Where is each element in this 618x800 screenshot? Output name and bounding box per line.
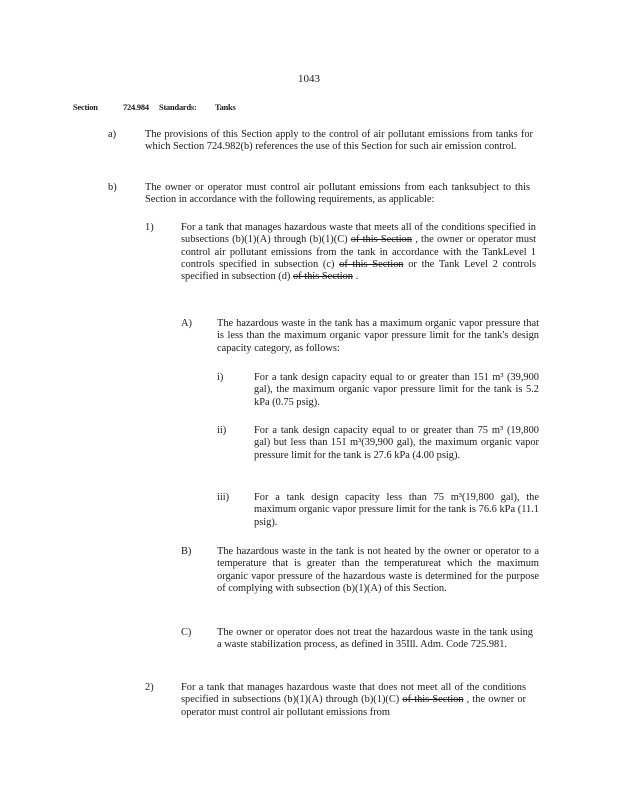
- para-C-text: The owner or operator does not treat the hazardous waste in the tank using a waste stabilization process, as defined in 35Ill. Adm. Code 725.981.: [217, 627, 533, 651]
- para-b1-text-2: , the owner or operator must control air pollutant emissions from the tank in accordance with the TankLevel 1 controls specified in subsection (c): [181, 234, 537, 270]
- para-i-text: For a tank design capacity equal to or greater than 151 m³ (39,900 gal), the maximum organic vapor pressure limit for the tank is 5.2 kPa (0.75 psig).: [254, 372, 539, 408]
- para-b1-label: 1): [145, 222, 154, 233]
- para-ii-label: ii): [217, 425, 227, 436]
- para-b1-strike-1: of this Section: [350, 234, 413, 246]
- para-B-text: The hazardous waste in the tank is not heated by the owner or operator to a temperature that is greater than the temperatureat which the maximum organic vapor pressure of the hazardous waste is determined for the purpose of complying with subsection (b)(1)(A) of this Section.: [217, 546, 539, 594]
- para-A-text: The hazardous waste in the tank has a maximum organic vapor pressure that is less than the maximum organic vapor pressure limit for the tank's design capacity category, as follows:: [217, 318, 539, 354]
- heading-section-label: Section: [73, 103, 98, 112]
- para-b2-strike-1: of this Section: [402, 694, 464, 706]
- heading-standards: Standards:: [159, 103, 197, 112]
- para-i-label: i): [217, 372, 224, 383]
- heading-topic: Tanks: [215, 103, 236, 112]
- para-ii-text: For a tank design capacity equal to or greater than 75 m³ (19,800 gal) but less than 151 m³(39,900 gal), the maximum organic vapor pressure limit for the tank is 27.6 kPa (4.00 psig).: [254, 425, 539, 461]
- para-b1-strike-3: of this Section: [292, 271, 353, 283]
- para-C-label: C): [181, 627, 192, 638]
- para-A-label: A): [181, 318, 192, 329]
- para-b2-text: [181, 682, 526, 719]
- para-b1-text: [181, 222, 536, 283]
- page-number: 1043: [298, 73, 320, 85]
- para-b2-label: 2): [145, 682, 154, 693]
- para-b1-text-1: For a tank that manages hazardous waste that meets all of the conditions specified in subsections (b)(1)(A) through (b)(1)(C): [181, 222, 536, 246]
- para-iii-text: For a tank design capacity less than 75 m³(19,800 gal), the maximum organic vapor pressure limit for the tank is 76.6 kPa (11.1 psig).: [254, 492, 539, 528]
- para-b-label: b): [108, 182, 117, 193]
- para-a-label: a): [108, 129, 117, 140]
- para-b-text: The owner or operator must control air pollutant emissions from each tanksubject to this Section in accordance with the following requirements, as applicable:: [145, 182, 530, 206]
- para-b1-text-3: or the Tank Level 2 controls specified in subsection (d): [181, 258, 536, 283]
- heading-section-number: 724.984: [123, 103, 149, 112]
- para-b2-text-1: For a tank that manages hazardous waste that does not meet all of the conditions specified in subsections (b)(1)(A) through (b)(1)(C): [181, 682, 526, 706]
- para-b2-text-2: , the owner or operator must control air pollutant emissions from: [181, 694, 527, 718]
- para-iii-label: iii): [217, 492, 230, 503]
- para-b1-text-4: .: [353, 271, 359, 283]
- section-heading: [73, 102, 236, 114]
- para-B-label: B): [181, 546, 192, 557]
- para-a-text: The provisions of this Section apply to the control of air pollutant emissions from tanks for which Section 724.982(b) references the use of this Section for such air emission control.: [145, 129, 533, 153]
- para-b1-strike-2: of this Section: [339, 258, 404, 270]
